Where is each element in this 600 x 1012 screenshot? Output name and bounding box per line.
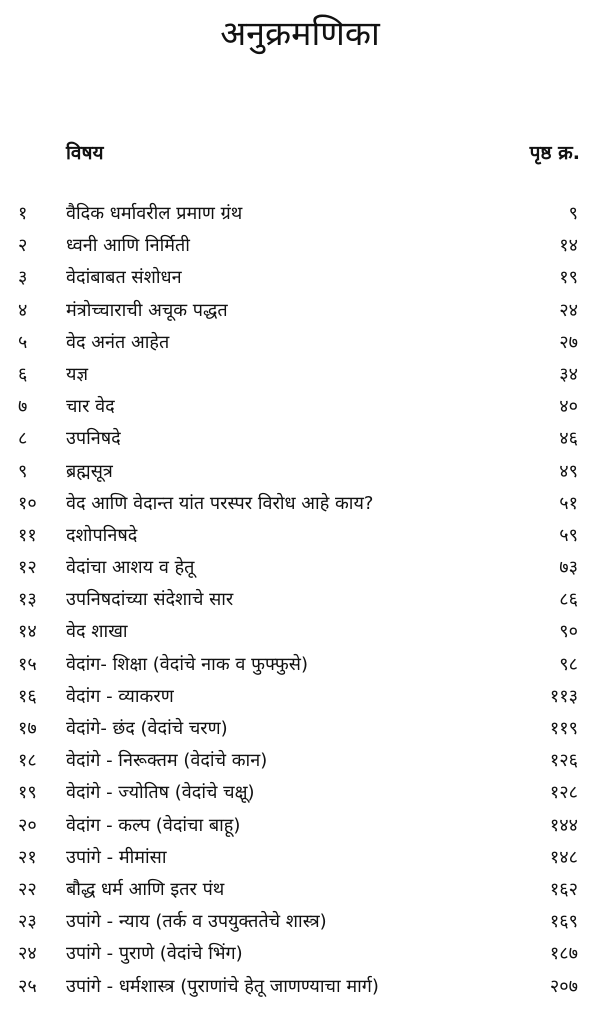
entry-number: १७: [18, 718, 37, 739]
toc-entry[interactable]: [0, 327, 600, 359]
entry-page-number: २४: [559, 299, 578, 321]
entry-number: १४: [18, 621, 37, 643]
entry-title: वेदांग- शिक्षा (वेदांचे नाक व फुफ्फुसे): [66, 653, 308, 675]
entry-title: वेदांबाबत संशोधन: [66, 267, 182, 289]
entry-number: ५: [18, 331, 28, 353]
toc-entry[interactable]: [0, 198, 600, 230]
entry-title: उपनिषदांच्या संदेशाचे सार: [66, 589, 234, 611]
entry-number: ९: [18, 460, 28, 482]
entry-title: वेदांगे - ज्योतिष (वेदांचे चक्षू): [66, 782, 255, 804]
entry-number: ११: [18, 524, 37, 546]
entry-number: १६: [18, 685, 37, 707]
entry-page-number: १६२: [549, 878, 578, 900]
entry-number: १०: [18, 492, 37, 514]
toc-entry[interactable]: [0, 906, 600, 938]
entry-page-number: ९०: [559, 621, 578, 643]
entry-page-number: ११३: [549, 685, 578, 707]
entry-number: १२: [18, 557, 37, 579]
entry-page-number: ४०: [559, 396, 578, 418]
entry-page-number: १६९: [549, 911, 578, 933]
entry-title: वेदांग - कल्प (वेदांचा बाहू): [66, 814, 241, 836]
entry-page-number: १९: [559, 267, 578, 289]
entry-title: बौद्ध धर्म आणि इतर पंथ: [66, 878, 225, 900]
entry-page-number: १४४: [549, 814, 578, 836]
entry-title: वैदिक धर्मावरील प्रमाण ग्रंथ: [66, 203, 243, 224]
toc-entry[interactable]: [0, 456, 600, 488]
entry-title: वेदांचा आशय व हेतू: [66, 557, 195, 579]
page-title: अनुक्रमणिका: [220, 14, 380, 54]
entry-page-number: १२८: [549, 782, 578, 804]
entry-page-number: ७३: [559, 557, 578, 579]
entry-number: १९: [18, 782, 37, 804]
entry-title: वेद अनंत आहेत: [66, 331, 170, 353]
toc-entry[interactable]: [0, 777, 600, 809]
toc-entry[interactable]: [0, 262, 600, 294]
entry-title: उपांगे - पुराणे (वेदांचे भिंग): [66, 943, 243, 965]
toc-entry[interactable]: [0, 230, 600, 262]
entry-page-number: ४९: [559, 460, 578, 482]
entry-number: ३: [18, 267, 28, 289]
entry-page-number: ५९: [559, 524, 578, 546]
entry-title: वेद आणि वेदान्त यांत परस्पर विरोध आहे काय?: [66, 492, 374, 514]
toc-entry[interactable]: [0, 584, 600, 616]
entry-number: २४: [18, 943, 37, 965]
entry-number: १५: [18, 653, 37, 675]
toc-list: [0, 198, 600, 1003]
entry-number: १: [18, 203, 28, 224]
subject-column-header: विषय: [66, 142, 104, 164]
entry-title: उपनिषदे: [66, 428, 121, 450]
entry-page-number: १४: [559, 235, 578, 257]
entry-title: उपांगे - धर्मशास्त्र (पुराणांचे हेतू जाणण्याचा मार्ग): [66, 975, 379, 997]
toc-entry[interactable]: [0, 423, 600, 455]
entry-title: ब्रह्मसूत्र: [66, 460, 113, 482]
entry-title: दशोपनिषदे: [66, 524, 138, 546]
toc-entry[interactable]: [0, 391, 600, 423]
entry-title: वेद शाखा: [66, 621, 128, 643]
entry-number: ८: [18, 428, 28, 450]
entry-number: २२: [18, 878, 37, 900]
entry-page-number: १२६: [549, 750, 578, 772]
entry-number: १८: [18, 750, 37, 772]
toc-header: [0, 140, 600, 168]
entry-number: ४: [18, 299, 28, 321]
entry-page-number: ९: [568, 203, 578, 224]
entry-number: २: [18, 235, 28, 257]
toc-entry[interactable]: [0, 745, 600, 777]
entry-page-number: १४८: [549, 846, 578, 868]
entry-page-number: २०७: [549, 975, 578, 997]
toc-entry[interactable]: [0, 552, 600, 584]
entry-title: ध्वनी आणि निर्मिती: [66, 235, 190, 257]
entry-number: ७: [18, 396, 28, 418]
entry-title: मंत्रोच्चाराची अचूक पद्धत: [66, 299, 228, 321]
entry-title: वेदांगे - निरूक्तम (वेदांचे कान): [66, 750, 268, 772]
entry-page-number: ३४: [559, 363, 578, 385]
entry-number: ६: [18, 363, 28, 385]
entry-page-number: ९८: [559, 653, 578, 675]
entry-number: २५: [18, 975, 37, 997]
toc-entry[interactable]: [0, 938, 600, 970]
entry-title: वेदांगे- छंद (वेदांचे चरण): [66, 718, 228, 739]
toc-entry[interactable]: [0, 359, 600, 391]
entry-number: २०: [18, 814, 37, 836]
entry-title: उपांगे - मीमांसा: [66, 846, 167, 868]
entry-number: २१: [18, 846, 37, 868]
toc-entry[interactable]: [0, 842, 600, 874]
toc-entry[interactable]: [0, 520, 600, 552]
toc-entry[interactable]: [0, 810, 600, 842]
entry-number: १३: [18, 589, 37, 611]
entry-title: वेदांग - व्याकरण: [66, 685, 174, 707]
toc-entry[interactable]: [0, 616, 600, 648]
toc-entry[interactable]: [0, 649, 600, 681]
entry-title: चार वेद: [66, 396, 115, 418]
page-column-header: पृष्ठ क्र.: [529, 142, 580, 164]
toc-entry[interactable]: [0, 295, 600, 327]
entry-page-number: ८६: [559, 589, 578, 611]
toc-entry[interactable]: [0, 971, 600, 1003]
entry-number: २३: [18, 911, 37, 933]
entry-title: यज्ञ: [66, 363, 88, 385]
toc-entry[interactable]: [0, 874, 600, 906]
entry-page-number: ५१: [559, 492, 578, 514]
entry-page-number: २७: [559, 331, 578, 353]
entry-title: उपांगे - न्याय (तर्क व उपयुक्ततेचे शास्त्र): [66, 911, 327, 933]
toc-entry[interactable]: [0, 713, 600, 745]
toc-entry[interactable]: [0, 681, 600, 713]
entry-page-number: १८७: [549, 943, 578, 965]
toc-entry[interactable]: [0, 488, 600, 520]
entry-page-number: ४६: [559, 428, 578, 450]
entry-page-number: ११९: [549, 718, 578, 739]
